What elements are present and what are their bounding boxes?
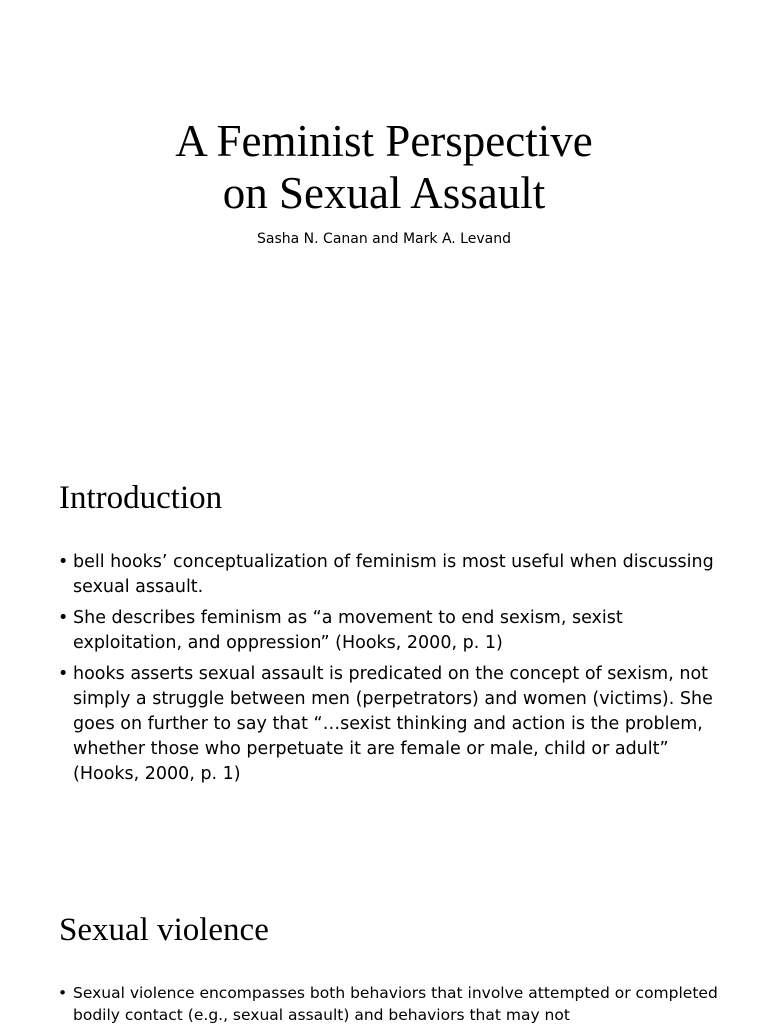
bullet-text: Sexual violence encompasses both behaviors that involve attempted or completed bodily contact (e.g., sexual assault) and behaviors that may not xyxy=(73,984,718,1024)
bullet-dot-icon: • xyxy=(58,552,69,572)
bullet-item xyxy=(58,606,718,656)
bullet-dot-icon: • xyxy=(58,608,69,628)
title-slide xyxy=(0,0,768,432)
slide-title xyxy=(0,115,768,219)
introduction-slide xyxy=(0,432,768,864)
sexual-violence-slide xyxy=(0,864,768,1024)
bullet-item xyxy=(58,550,718,600)
introduction-bullet-list xyxy=(58,550,718,793)
bullet-dot-icon: • xyxy=(58,984,68,1002)
introduction-heading: Introduction xyxy=(59,480,223,516)
bullet-text: hooks asserts sexual assault is predicated on the concept of sexism, not simply a struggle between men (perpetrators) and women (victims). She goes on further to say that “…sexist thinking and action is the problem, whether those who perpetuate it are female or male, child or adult” (Hooks, 2000, p. 1) xyxy=(73,664,713,784)
sexual-violence-heading: Sexual violence xyxy=(59,912,269,948)
sexual-violence-bullet-list xyxy=(58,982,718,1024)
authors-subtitle: Sasha N. Canan and Mark A. Levand xyxy=(257,231,511,247)
bullet-item xyxy=(58,982,718,1024)
title-line-2: on Sexual Assault xyxy=(222,168,546,218)
title-line-1: A Feminist Perspective xyxy=(175,116,593,166)
bullet-text: bell hooks’ conceptualization of feminism is most useful when discussing sexual assault. xyxy=(73,552,714,597)
bullet-text: She describes feminism as “a movement to end sexism, sexist exploitation, and oppression” (Hooks, 2000, p. 1) xyxy=(73,608,623,653)
bullet-item xyxy=(58,662,718,787)
bullet-dot-icon: • xyxy=(58,664,69,684)
